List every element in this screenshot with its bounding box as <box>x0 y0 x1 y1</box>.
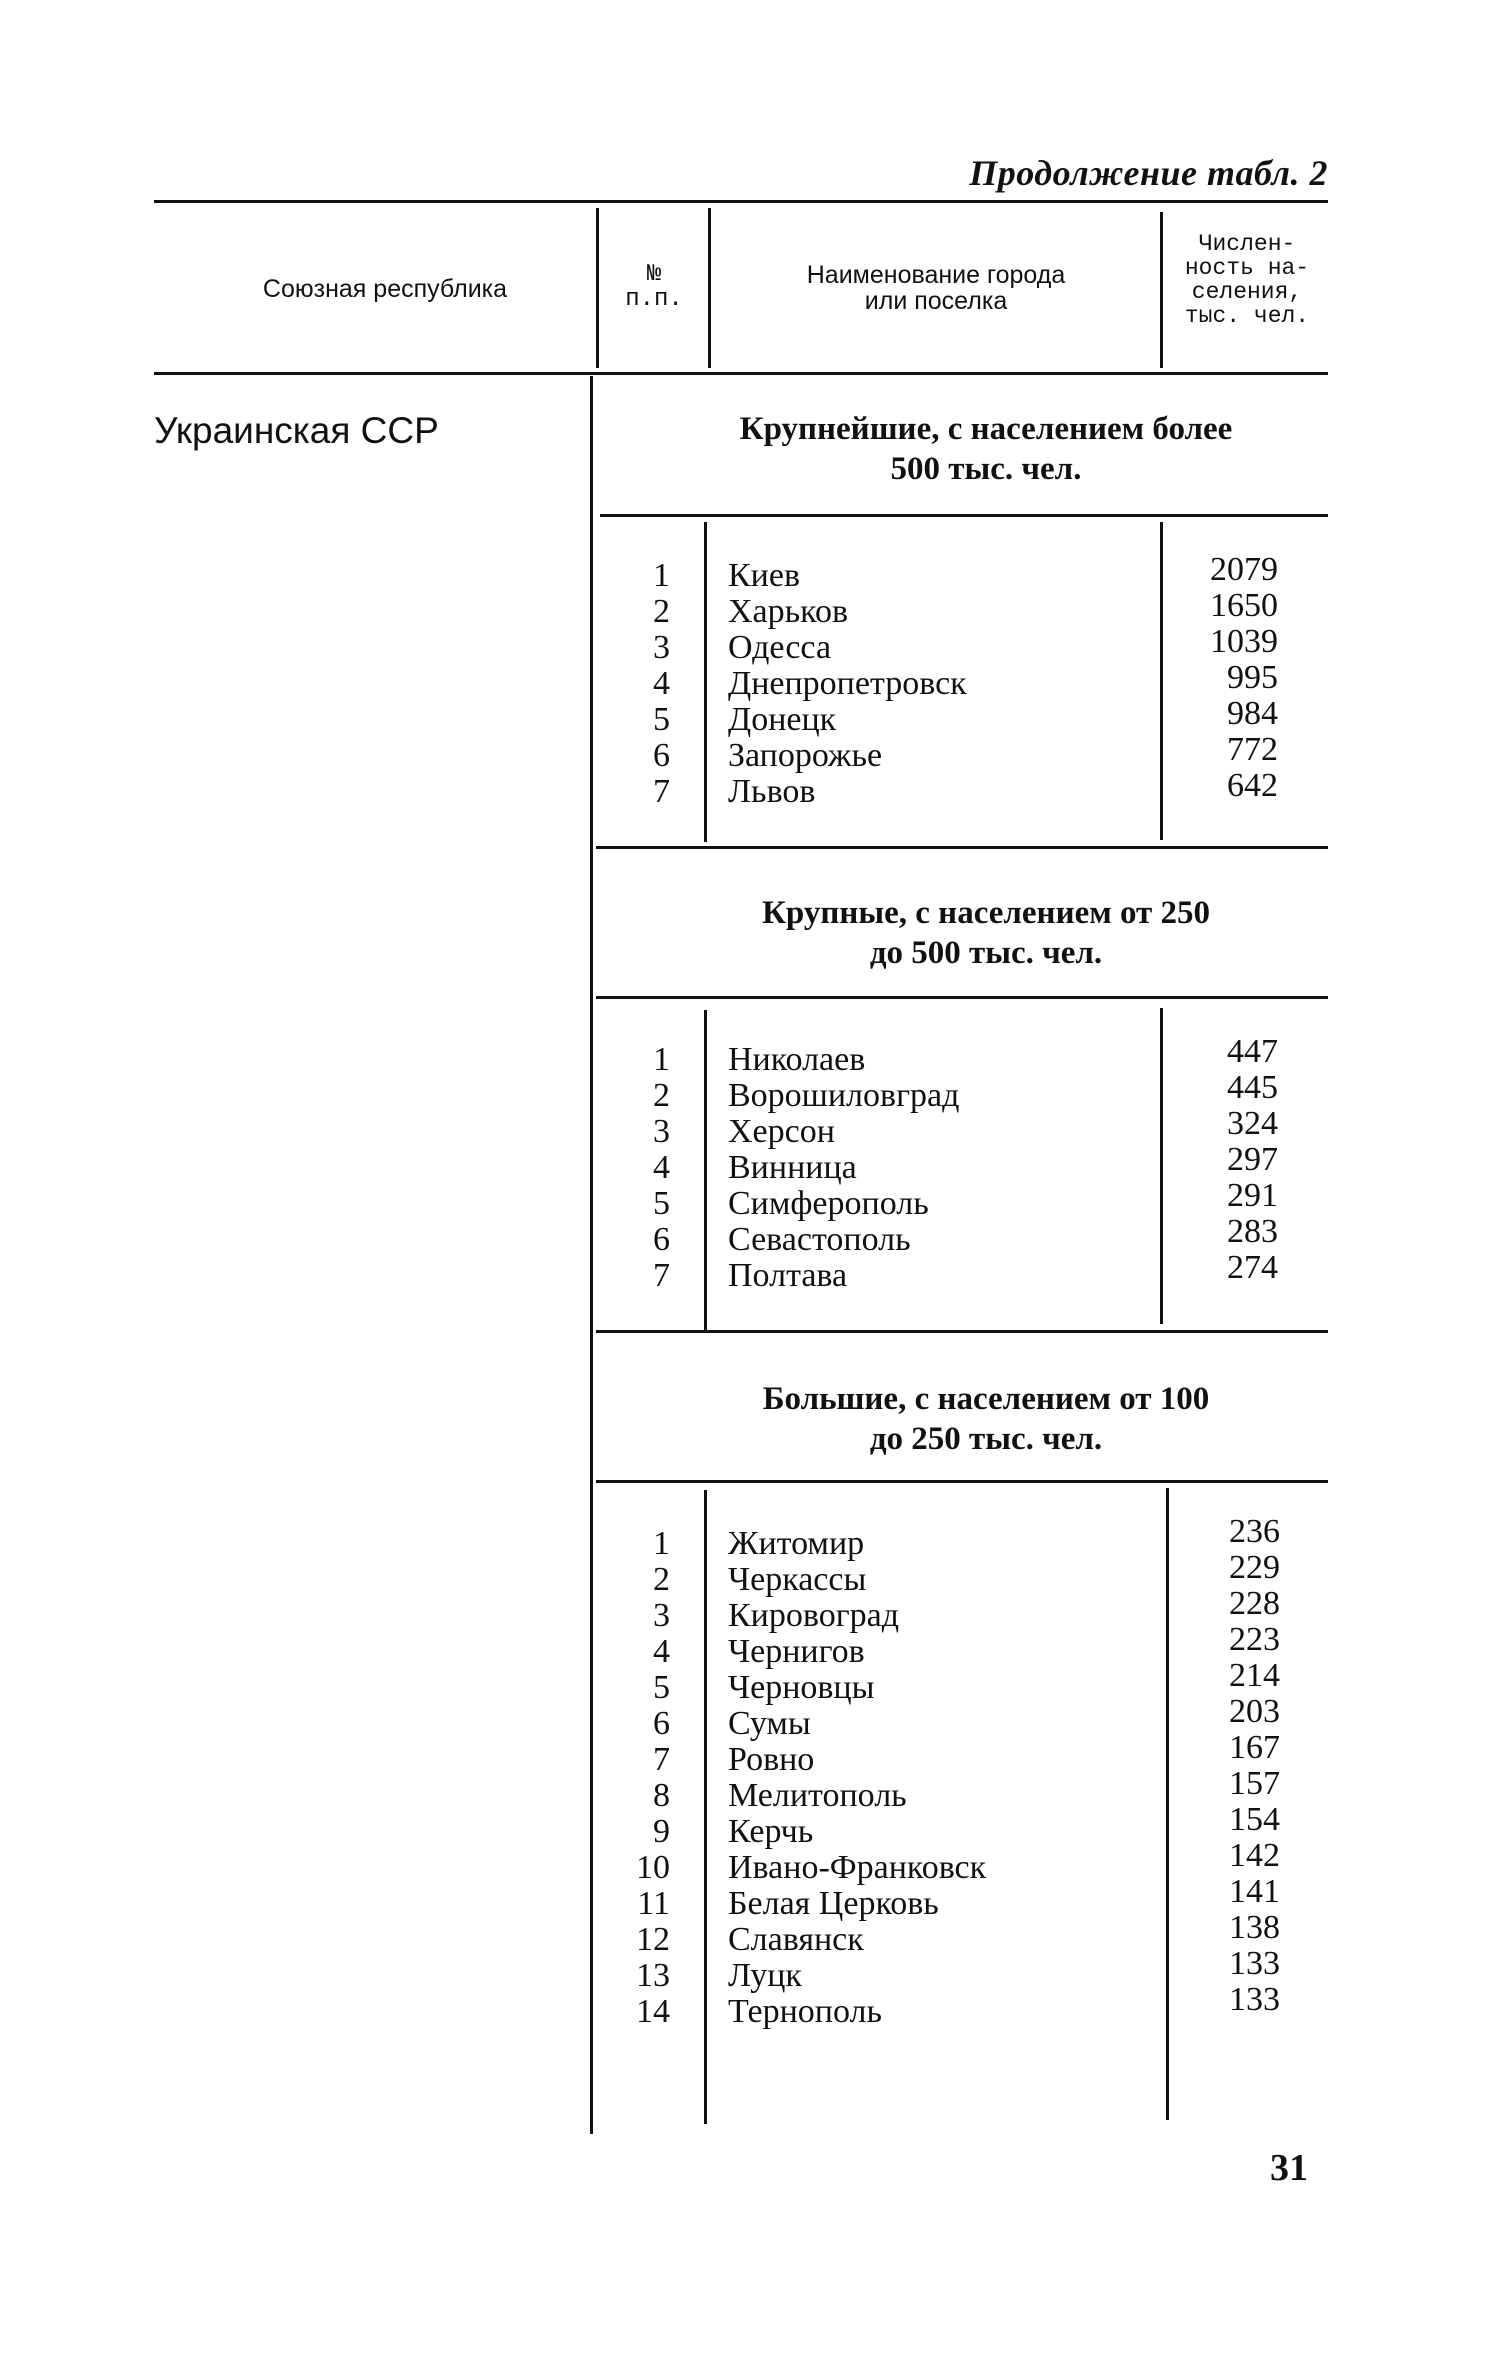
city-name: Чернигов <box>728 1633 865 1670</box>
table-row-number: 3 <box>653 1597 670 1634</box>
section-2-title-line1: Крупные, с населением от 250 <box>762 895 1210 931</box>
table-row-number: 6 <box>653 1221 670 1258</box>
table-row-number: 4 <box>653 1149 670 1186</box>
population-value: 133 <box>1229 1981 1280 2018</box>
header-republic-label: Союзная республика <box>262 275 508 303</box>
population-value: 141 <box>1229 1873 1280 1910</box>
header-number-line1: № <box>646 261 662 288</box>
population-value: 133 <box>1229 1945 1280 1982</box>
section-2-cities <box>728 1042 1148 1294</box>
table-row-number: 1 <box>653 557 670 594</box>
population-value: 154 <box>1229 1801 1280 1838</box>
table-row-number: 5 <box>653 1185 670 1222</box>
header-bottom-rule <box>154 372 1328 375</box>
population-value: 772 <box>1227 731 1278 768</box>
header-population-line4: тыс. чел. <box>1184 303 1310 330</box>
population-value: 138 <box>1229 1909 1280 1946</box>
city-name: Запорожье <box>728 737 883 774</box>
table-row-number: 3 <box>653 629 670 666</box>
table-row-number: 2 <box>653 1077 670 1114</box>
table-row-number: 9 <box>653 1813 670 1850</box>
table-row-number: 1 <box>653 1041 670 1078</box>
header-population <box>1164 232 1330 329</box>
city-name: Черновцы <box>728 1669 875 1706</box>
city-name: Киев <box>728 557 801 594</box>
city-name: Сумы <box>728 1705 811 1742</box>
city-name: Херсон <box>728 1113 835 1150</box>
population-value: 228 <box>1229 1585 1280 1622</box>
table-top-rule <box>154 200 1328 203</box>
table-row-number: 13 <box>636 1957 670 1994</box>
city-name: Ровно <box>728 1741 815 1778</box>
population-value: 229 <box>1229 1549 1280 1586</box>
section-1-title <box>612 410 1360 489</box>
city-name: Одесса <box>728 629 832 666</box>
city-name: Симферополь <box>728 1185 929 1222</box>
table-row-number: 4 <box>653 1633 670 1670</box>
city-name: Славянск <box>728 1921 864 1958</box>
table-row-number: 12 <box>636 1921 670 1958</box>
header-city-name <box>712 262 1160 315</box>
table-row-number: 3 <box>653 1113 670 1150</box>
header-city-line1: Наименование города <box>806 261 1066 289</box>
population-value: 1650 <box>1210 587 1278 624</box>
table-row-number: 7 <box>653 1257 670 1294</box>
header-number <box>600 262 708 312</box>
population-value: 2079 <box>1210 551 1278 588</box>
table-row-number: 6 <box>653 1705 670 1742</box>
city-name: Севастополь <box>728 1221 911 1258</box>
city-name: Львов <box>728 773 816 810</box>
section-2-title-rule <box>596 996 1328 999</box>
population-value: 324 <box>1227 1105 1278 1142</box>
section-3-title <box>612 1380 1360 1459</box>
section-3-title-rule <box>596 1480 1328 1483</box>
city-name: Мелитополь <box>728 1777 907 1814</box>
city-name: Николаев <box>728 1041 866 1078</box>
header-population-line1: Числен- <box>1198 231 1296 257</box>
section-2-populations <box>1148 1034 1278 1286</box>
republic-name: Украинская ССР <box>154 410 439 451</box>
section-3-title-line2: до 250 тыс. чел. <box>869 1420 1103 1457</box>
table-row-number: 14 <box>636 1993 670 2030</box>
section-3-numbers <box>610 1526 670 2030</box>
header-divider-2 <box>708 208 711 368</box>
table-row-number: 8 <box>653 1777 670 1814</box>
table-row-number: 11 <box>637 1885 670 1922</box>
population-value: 445 <box>1227 1069 1278 1106</box>
page-number: 31 <box>1270 2147 1308 2189</box>
table-row-number: 5 <box>653 701 670 738</box>
city-name: Донецк <box>728 701 837 738</box>
population-value: 291 <box>1227 1177 1278 1214</box>
city-name: Керчь <box>728 1813 814 1850</box>
city-name: Тернополь <box>728 1993 882 2030</box>
section-3-cities <box>728 1526 1148 2030</box>
population-value: 203 <box>1229 1693 1280 1730</box>
table-row-number: 10 <box>636 1849 670 1886</box>
header-divider-1 <box>596 208 599 368</box>
population-value: 142 <box>1229 1837 1280 1874</box>
city-name: Харьков <box>728 593 848 630</box>
header-population-line3: селения, <box>1191 279 1303 306</box>
section-1-title-line1: Крупнейшие, с населением более <box>739 411 1233 447</box>
population-value: 642 <box>1227 767 1278 804</box>
section-3-populations <box>1150 1514 1280 2018</box>
section-2-title-line2: до 500 тыс. чел. <box>869 934 1103 971</box>
body-left-rule <box>590 376 593 2134</box>
table-row-number: 4 <box>653 665 670 702</box>
section-2-numbers <box>610 1042 670 1294</box>
city-name: Полтава <box>728 1257 848 1294</box>
table-row-number: 7 <box>653 773 670 810</box>
table-row-number: 2 <box>653 1561 670 1598</box>
table-row-number: 5 <box>653 1669 670 1706</box>
city-name: Житомир <box>728 1525 865 1562</box>
section-1-cities <box>728 558 1148 810</box>
table-row-number: 6 <box>653 737 670 774</box>
section-2-divider-left <box>704 1010 707 1330</box>
table-row-number: 7 <box>653 1741 670 1778</box>
section-1-divider-left <box>704 522 707 842</box>
table-caption: Продолжение табл. 2 <box>969 153 1328 193</box>
population-value: 984 <box>1227 695 1278 732</box>
city-name: Луцк <box>728 1957 802 1994</box>
header-number-line2: п.п. <box>625 286 683 314</box>
population-value: 447 <box>1227 1033 1278 1070</box>
section-1-title-line2: 500 тыс. чел. <box>890 450 1082 487</box>
population-value: 214 <box>1229 1657 1280 1694</box>
header-divider-3 <box>1160 212 1163 368</box>
population-value: 157 <box>1229 1765 1280 1802</box>
header-republic <box>200 276 570 302</box>
table-row-number: 2 <box>653 593 670 630</box>
city-name: Винница <box>728 1149 857 1186</box>
population-value: 274 <box>1227 1249 1278 1286</box>
population-value: 223 <box>1229 1621 1280 1658</box>
city-name: Черкассы <box>728 1561 867 1598</box>
section-1-bottom-rule <box>596 846 1328 849</box>
population-value: 995 <box>1227 659 1278 696</box>
population-value: 167 <box>1229 1729 1280 1766</box>
header-city-line2: или поселка <box>864 287 1008 316</box>
section-1-title-rule <box>600 514 1328 517</box>
city-name: Ворошиловград <box>728 1077 960 1114</box>
table-row-number: 1 <box>653 1525 670 1562</box>
city-name: Кировоград <box>728 1597 900 1634</box>
section-1-populations <box>1148 552 1278 804</box>
section-2-bottom-rule <box>596 1330 1328 1333</box>
city-name: Белая Церковь <box>728 1885 939 1922</box>
section-3-divider-left <box>704 1490 707 2124</box>
city-name: Днепропетровск <box>728 665 967 702</box>
population-value: 283 <box>1227 1213 1278 1250</box>
population-value: 1039 <box>1210 623 1278 660</box>
header-population-line2: ность на- <box>1184 255 1310 282</box>
section-3-title-line1: Большие, с населением от 100 <box>762 1381 1210 1417</box>
section-2-title <box>612 894 1360 973</box>
population-value: 297 <box>1227 1141 1278 1178</box>
city-name: Ивано-Франковск <box>728 1849 987 1886</box>
population-value: 236 <box>1229 1513 1280 1550</box>
section-1-numbers <box>610 558 670 810</box>
